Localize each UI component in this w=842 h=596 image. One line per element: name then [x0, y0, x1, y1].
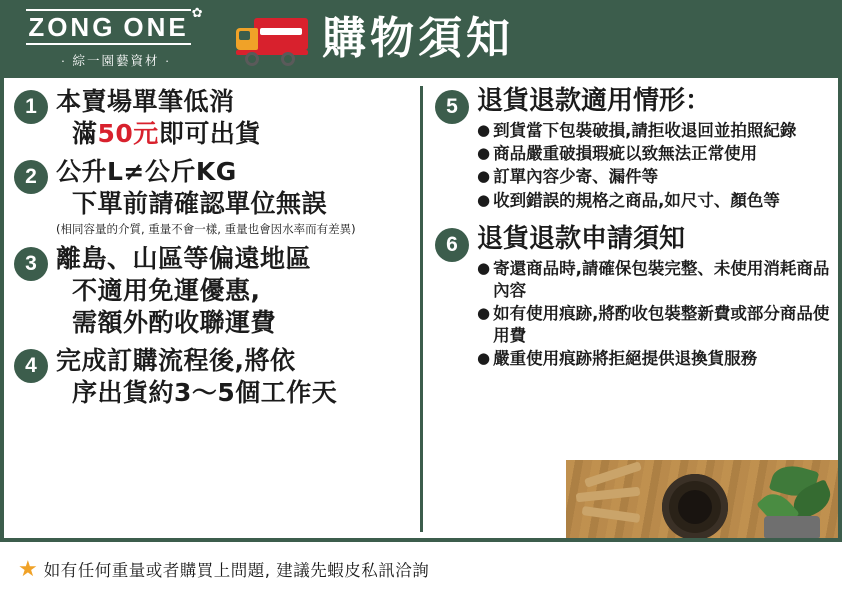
notice-item-5 — [435, 86, 832, 218]
leaf-icon: ✿ — [191, 5, 206, 20]
item-2-note: (相同容量的介質, 重量不會一樣, 重量也會因水率而有差異) — [56, 222, 356, 236]
notice-item-2 — [14, 156, 414, 237]
poster-footer — [0, 538, 842, 596]
brand-wordmark — [26, 5, 206, 45]
item-2-line-2: 下單前請確認單位無誤 — [72, 189, 328, 218]
item-6-heading: 退貨退款申請須知 — [476, 223, 685, 254]
star-icon: ★ — [18, 556, 38, 581]
item-number-1: 1 — [14, 90, 48, 124]
brand-subtitle: · 綜一園藝資材 · — [60, 54, 172, 68]
bullet-dot-icon: ● — [476, 190, 491, 209]
item-5-bullet-list — [477, 120, 832, 211]
list-item: ● 到貨當下包裝破損,請拒收退回並拍照紀錄 — [476, 121, 797, 141]
footer-text: 如有任何重量或者購買上問題, 建議先蝦皮私訊洽詢 — [43, 561, 430, 580]
item-4-line-2: 序出貨約3～5個工作天 — [72, 377, 338, 407]
item-number-4: 4 — [14, 349, 48, 383]
gardening-tools-and-plant-photo — [566, 460, 838, 538]
item-number-2: 2 — [14, 160, 48, 194]
list-item: ● 寄還商品時,請確保包裝完整、未使用消耗商品內容 — [476, 258, 830, 300]
page-title: 購物須知 — [322, 13, 514, 64]
notice-item-6 — [435, 224, 832, 377]
poster-header — [0, 0, 842, 78]
item-1-line-2-prefix: 滿 — [72, 119, 98, 148]
bullet-dot-icon: ● — [476, 349, 491, 368]
brand-logo — [0, 0, 232, 78]
bullet-dot-icon: ● — [476, 121, 491, 140]
brand-word-one: ONE — [119, 9, 190, 45]
item-4-line-1: 完成訂購流程後,將依 — [56, 345, 296, 375]
list-item: ● 訂單內容少寄、漏件等 — [476, 167, 659, 187]
list-item: ● 收到錯誤的規格之商品,如尺寸、顏色等 — [476, 190, 780, 210]
item-6-bullet-list — [477, 258, 832, 371]
list-item: ● 商品嚴重破損瑕疵以致無法正常使用 — [476, 144, 758, 164]
item-3-line-2: 不適用免運優惠, — [72, 275, 261, 305]
brand-word-zong: ZONG — [26, 9, 119, 45]
delivery-truck-icon — [236, 14, 308, 66]
item-1-minimum-amount: 50元 — [97, 119, 159, 148]
list-item: ● 嚴重使用痕跡將拒絕提供退換貨服務 — [476, 349, 758, 369]
item-2-line-1: 公升L≠公斤KG — [56, 157, 237, 186]
item-number-5: 5 — [435, 90, 469, 124]
bullet-dot-icon: ● — [476, 167, 491, 186]
notice-body — [0, 78, 842, 538]
item-3-line-1: 離島、山區等偏遠地區 — [56, 243, 312, 273]
item-1-line-2-suffix: 即可出貨 — [158, 119, 261, 148]
right-column — [423, 78, 838, 538]
bullet-dot-icon: ● — [476, 144, 491, 163]
bullet-dot-icon: ● — [476, 304, 491, 323]
bullet-dot-icon: ● — [476, 258, 491, 277]
notice-item-4 — [14, 345, 414, 409]
left-column — [4, 78, 420, 538]
item-number-6: 6 — [435, 228, 469, 262]
item-5-heading: 退貨退款適用情形： — [476, 86, 711, 116]
item-number-3: 3 — [14, 247, 48, 281]
item-1-line-2 — [56, 118, 414, 150]
notice-item-3 — [14, 243, 414, 339]
notice-item-1 — [14, 86, 414, 150]
list-item: ● 如有使用痕跡,將酌收包裝整新費或部分商品使用費 — [476, 304, 830, 346]
item-1-line-1: 本賣場單筆低消 — [56, 87, 235, 116]
item-3-line-3: 需額外酌收聯運費 — [72, 307, 277, 337]
